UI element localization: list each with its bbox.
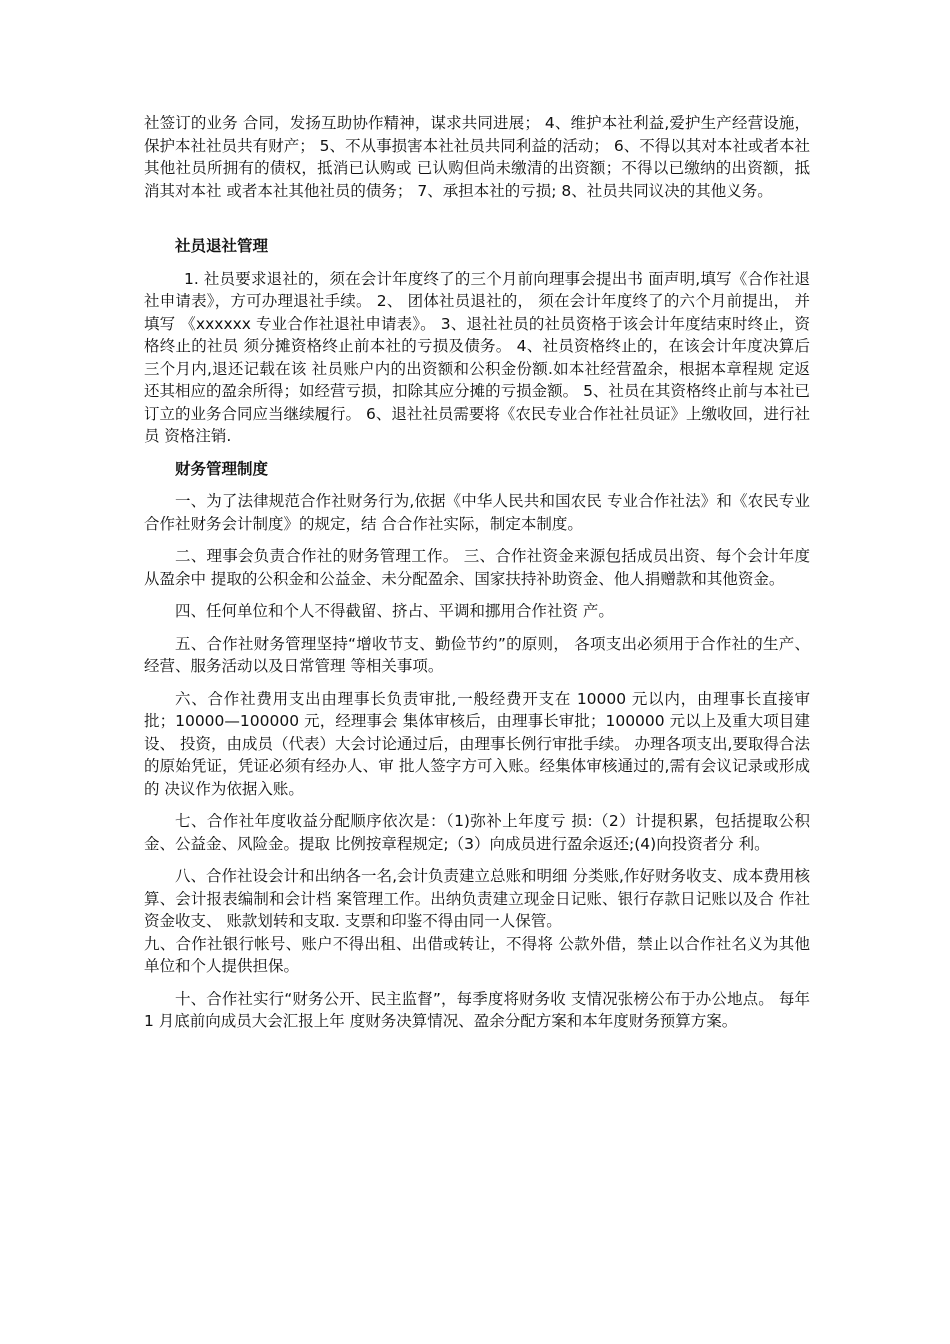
finance-paragraph-1: 一、为了法律规范合作社财务行为,依据《中华人民共和国农民 专业合作社法》和《农民专业合作社财务会计制度》的规定，结 合合作社实际，制定本制度。 [144,492,810,533]
intro-paragraph: 社签订的业务 合同，发扬互助协作精神，谋求共同进展； 4、维护本社利益,爱护生产经营设施，保护本社社员共有财产； 5、不从事损害本社社员共同利益的活动； 6、不得以其对本社或者本社其他社员所拥有的债权，抵消已认购或 已认购但尚未缴清的出资额；不得以已缴纳的出资额，抵消其对本社 或者本社其他社员的债务； 7、承担本社的亏损; 8、社员共同议决的其他义务。 [144,114,810,200]
finance-paragraph-2: 二、理事会负责合作社的财务管理工作。 三、合作社资金来源包括成员出资、每个会计年度从盈余中 提取的公积金和公益金、未分配盈余、国家扶持补助资金、他人捐赠款和其他资金。 [144,547,810,588]
withdrawal-paragraph: 1. 社员要求退社的，须在会计年度终了的三个月前向理事会提出书 面声明,填写《合作社退社申请表》，方可办理退社手续。 2、 团体社员退社的， 须在会计年度终了的六个月前提出， 并填写 《xxxxxx 专业合作社退社申请表》。 3、退社社员的社员资格于该会计年度结束时终止，资格终止的社员 须分摊资格终止前本社的亏损及债务。 4、社员资格终止的，在该会计年度决算后三个月内,退还记载在该 社员账户内的出资额和公积金份额.如本社经营盈余，根据本章程规 定返还其相应的盈余所得；如经营亏损，扣除其应分摊的亏损金额。 5、社员在其资格终止前与本社已订立的业务合同应当继续履行。 6、退社社员需要将《农民专业合作社社员证》上缴收回，进行社员 资格注销. [144,269,810,445]
finance-paragraph-5: 五、合作社财务管理坚持“增收节支、勤俭节约”的原则， 各项支出必须用于合作社的生产、经营、服务活动以及日常管理 等相关事项。 [144,634,810,675]
section-heading-finance: 财务管理制度 [175,459,269,478]
document-body [144,112,810,1043]
finance-paragraph-10: 十、合作社实行“财务公开、民主监督”，每季度将财务收 支情况张榜公布于办公地点。 每年 1 月底前向成员大会汇报上年 度财务决算情况、盈余分配方案和本年度财务预算方案。 [144,989,810,1030]
finance-paragraph-8: 八、合作社设会计和出纳各一名,会计负责建立总账和明细 分类账,作好财务收支、成本费用核算、会计报表编制和会计档 案管理工作。出纳负责建立现金日记账、银行存款日记账以及合 作社资金收支、 账款划转和支取. 支票和印鉴不得由同一人保管。 [144,867,810,930]
section-heading-withdrawal: 社员退社管理 [175,237,269,255]
finance-paragraph-6: 六、合作社费用支出由理事长负责审批,一般经费开支在 10000 元以内，由理事长直接审批；10000—100000 元，经理事会 集体审核后，由理事长审批；100000 元以上及重大项目建设、 投资，由成员（代表）大会讨论通过后，由理事长例行审批手续。 办理各项支出,要取得合法的原始凭证，凭证必须有经办人、审 批人签字方可入账。经集体审核通过的,需有会议记录或形成的 决议作为依据入账。 [144,689,810,798]
finance-paragraph-9: 九、合作社银行帐号、账户不得出租、出借或转让，不得将 公款外借，禁止以合作社名义为其他单位和个人提供担保。 [144,934,810,975]
finance-paragraph-4: 四、任何单位和个人不得截留、挤占、平调和挪用合作社资 产。 [175,602,614,620]
finance-paragraph-7: 七、合作社年度收益分配顺序依次是：（1)弥补上年度亏 损:（2）计提积累，包括提取公积金、公益金、风险金。提取 比例按章程规定;（3）向成员进行盈余返还;(4)向投资者分 利。 [144,812,810,853]
